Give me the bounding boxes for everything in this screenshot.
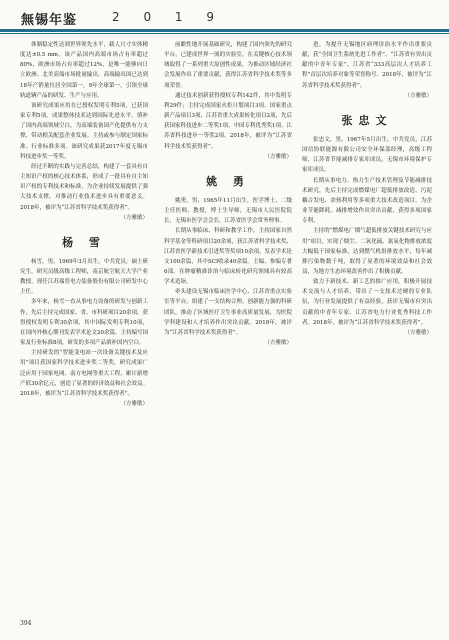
paragraph: 经过不断的实践与完善总结，构建了一套具有自主知识产权的核心技术体系，形成了一批具有自主知识产权的专利技术和标准，为企业持续发展提供了强大技术支撑，对推动行业技术进步具有重要意义。2018年，被评为“江苏省科学技术奖获得者”。 bbox=[20, 163, 148, 211]
paragraph: 体制稳定性达到世界领先水平，载人尺寸实体精度达±0.5 mm。该产品国内高端市场占有率超过80%，欧洲市场占有率超过12%，是唯一能够向日立欧洲、北美高端市场批量输出，高端输出国已达到18年产销量位居全国第一，9年全球第一，引领全球轨道辆产品的研发、生产与应用。 bbox=[20, 42, 148, 99]
page-number: 394 bbox=[20, 620, 32, 627]
person-heading: 杨 雪 bbox=[62, 235, 106, 249]
paragraph: 张忠文，男，1967年5月出生，中共党员，江苏国信协联能源有限公司安全环保部经理，高级工程师，江苏省节能减排专家库成员，无锡市环境保护专家库成员。 bbox=[302, 136, 432, 174]
person-heading: 姚 勇 bbox=[206, 174, 250, 188]
page-header bbox=[0, 0, 449, 36]
paragraph: 进，为提升无锡地区病理诊治水平作出重要贡献，获“全国卫生系统先进工作者”、“江苏省有突出贡献的中青年专家”、江苏省“333高层次人才培养工程”首层次培养对象等荣誉称号。2018年，被评为“江苏省科学技术奖获得者”。 bbox=[302, 42, 432, 89]
author-credit: （方雅敏） bbox=[404, 92, 432, 99]
paragraph: 前瞻性地开展基础研究，构建了国内领先的研究平台，已建成世界一流的实验室，在关键核心技术领域取得了一系列重大原创性成果，为推动区域经济社会发展作出了重要贡献，获得江苏省科学技术奖等多项荣誉。 bbox=[164, 42, 292, 89]
text-column-left bbox=[20, 40, 148, 630]
text-column-right bbox=[302, 40, 432, 630]
paragraph: 牵头建设无锡市临床医学中心、江苏省重点实验室等平台，组建了一支结构合理、创新能力强的科研团队，推动了区域医疗卫生事业高质量发展，为医院学科建设和人才培养作出突出贡献。2018年，被评为“江苏省科学技术奖获得者”。 bbox=[164, 289, 292, 336]
paragraph: 主持的“燃煤电厂烟气超低排放关键技术研究与应用”项目，实现了烟尘、二氧化硫、氮氧化物排放浓度大幅低于国家标准，达到燃气机组排放水平，每年减排污染物数千吨，取得了显著的环境效益和社会效益，为地方生态环境改善作出了积极贡献。 bbox=[302, 228, 432, 275]
paragraph: 姚勇，男，1965年11月出生，医学博士，二级主任医师，教授，博士生导师，无锡市人民医院院长，无锡市医学会会长，江苏省医学会常务理事。 bbox=[164, 197, 292, 225]
author-credit: （方雅敏） bbox=[120, 401, 148, 407]
paragraph: 致力于新技术、新工艺的推广应用，积极开展技术交流与人才培养，带出了一支技术过硬的专业队伍，为行业发展提供了有益经验，获评无锡市有突出贡献的中青年专家、江苏省电力行业优秀科技工作者。2018年，被评为“江苏省科学技术奖获得者”。 bbox=[302, 279, 432, 326]
header-rule-thin bbox=[0, 33, 449, 34]
paragraph: 长期从事临床、科研和教学工作，主持国家自然科学基金等科研项目20余项，获江苏省科学技术奖、江苏省医学新技术引进奖等奖项10余项，发表学术论文100余篇，其中SCI收录40余篇。主编、参编专著6部。在肿瘤精准诊治与临床转化研究领域具有较高学术造诣。 bbox=[164, 228, 292, 286]
paragraph: 长期从事电力、热力生产技术管理及节能减排技术研究，先后主持完成燃煤电厂超低排放改造、污泥耦合发电、余热利用等多项重大技术改造项目，为企业节能降耗、减排增效作出突出贡献，获得多项国家专利。 bbox=[302, 177, 432, 225]
author-credit: （方雅敏） bbox=[404, 329, 432, 336]
paragraph: 通过技术创新获得授权专利142件，其中发明专利29件；主持完成国家火炬计划项目3项、国家重点新产品项目3项、江苏省重大成果转化项目2项，先后获国家科技进步二等奖1项、中国专利优秀奖1项、江苏省科技进步一等奖2项。2018年，被评为“江苏省科学技术奖获得者”。 bbox=[164, 92, 292, 150]
text-column-middle bbox=[164, 40, 292, 630]
yearbook-logo: 無锡年鉴 bbox=[21, 13, 78, 28]
paragraph: 主持研发的“智能变电站一次设备关键技术及应用”项目获国家科学技术进步奖二等奖，研究成果广泛应用于国家电网、南方电网等重大工程，累计新增产值30余亿元，创造了显著的经济效益和社会效益。2018年，被评为“江苏省科学技术奖获得者”。 bbox=[20, 350, 148, 397]
paragraph: 该研究成果应用在已授权发明专利5项，已获国家专利5项。成果整体技术达到国际先进水平，填补了国内高端领域空白，为高端装备国产化提供有力支撑，带动相关配套企业发展。主持或参与制定国家标准、行业标准多项。该研究成果获2017年度无锡市科技进步奖一等奖。 bbox=[20, 102, 148, 160]
yearbook-year: 2 0 1 9 bbox=[112, 10, 224, 24]
author-credit: （方雅敏） bbox=[264, 153, 292, 160]
person-heading: 张忠文 bbox=[341, 113, 393, 127]
paragraph: 杨雪，男，1969年3月出生，中共党员，硕士研究生，研究员级高级工程师，南京航空航天大学产业教授，现任江苏瑞普电力装备股份有限公司研发中心主任。 bbox=[20, 258, 148, 296]
author-credit: （方雅敏） bbox=[120, 214, 148, 221]
header-rule bbox=[0, 29, 449, 32]
paragraph: 多年来，杨雪一直从事电力设备的研发与创新工作，先后主持完成国家、省、市科研项目20余项，获得授权发明专利30余项，其中国际发明专利10项，在国内外核心期刊发表学术论文20余篇。主持编写国家及行业标准8项，研发的多项产品填补国内空白。 bbox=[20, 299, 148, 347]
author-credit: （方雅敏） bbox=[264, 340, 292, 347]
